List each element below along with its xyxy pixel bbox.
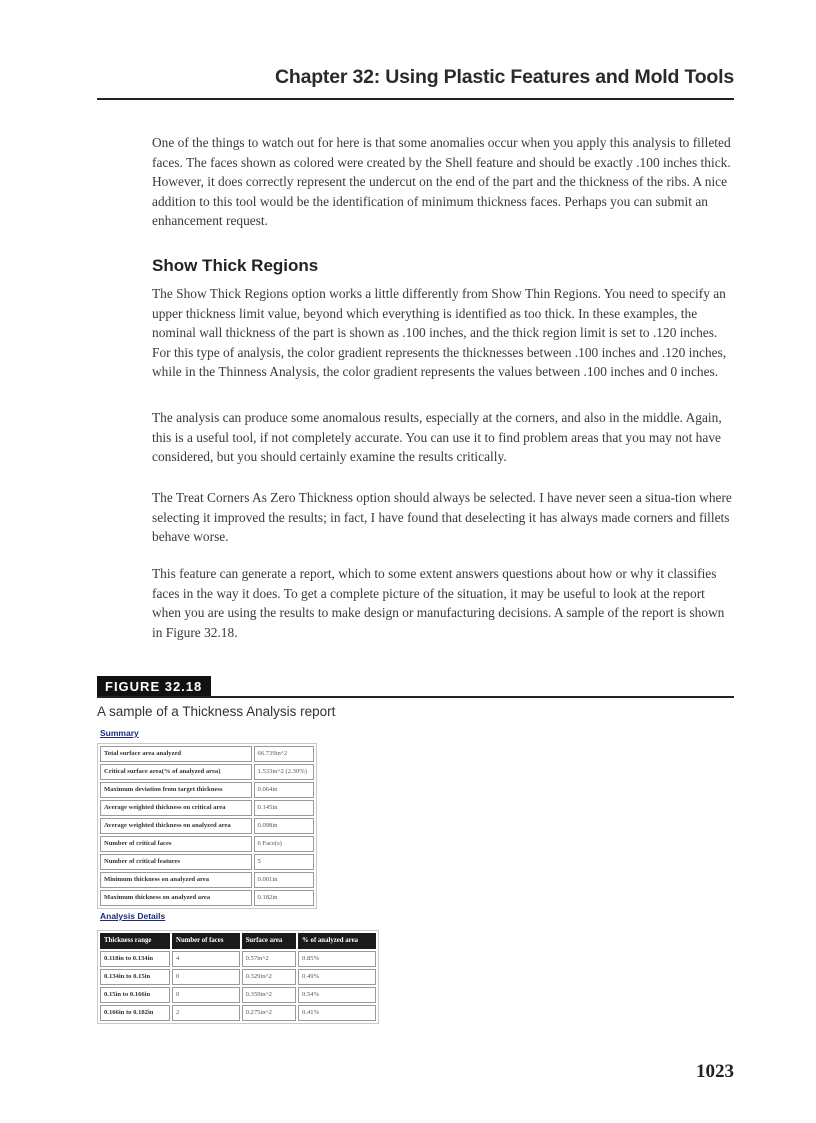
table-cell: 0 bbox=[172, 987, 240, 1003]
table-row bbox=[100, 836, 314, 852]
paragraph-report-text: This feature can generate a report, which to some extent answers questions about how or why it classifies faces in the way it does. To get a complete picture of the situation, it may be useful to look at the report when you are using the results to make design or manufacturing decisions. A sample of the report is shown in Figure 32.18. bbox=[152, 566, 725, 640]
table-row bbox=[100, 890, 314, 906]
column-header: % of analyzed area bbox=[298, 933, 376, 949]
table-cell: 0.49% bbox=[298, 969, 376, 985]
running-header: Chapter 32: Using Plastic Features and Mold Tools bbox=[274, 66, 734, 88]
summary-value: 0.182in bbox=[254, 890, 314, 906]
table-cell: 0.41% bbox=[298, 1005, 376, 1021]
column-header: Number of faces bbox=[172, 933, 240, 949]
table-cell: 0.359in^2 bbox=[242, 987, 296, 1003]
table-row bbox=[100, 951, 376, 967]
header-rule bbox=[97, 98, 734, 100]
summary-heading: Summary bbox=[100, 728, 139, 738]
table-row bbox=[100, 746, 314, 762]
table-cell: 4 bbox=[172, 951, 240, 967]
table-row bbox=[100, 987, 376, 1003]
paragraph-intro-text: One of the things to watch out for here is that some anomalies occur when you apply this analysis to filleted faces. The faces shown as colored were created by the Shell feature and should be exactly .100 inches thick. However, it does correctly represent the undercut on the end of the part and the thickness of the ribs. A nice addition to this tool would be the identification of minimum thickness faces. Perhaps you can submit an enhancement request. bbox=[152, 135, 731, 229]
page-number: 1023 bbox=[696, 1061, 734, 1082]
summary-label: Maximum deviation from target thickness bbox=[100, 782, 252, 798]
figure-caption: A sample of a Thickness Analysis report bbox=[97, 704, 336, 719]
paragraph-thick-regions bbox=[152, 284, 737, 382]
summary-label: Maximum thickness on analyzed area bbox=[100, 890, 252, 906]
figure-rule bbox=[97, 696, 734, 698]
column-header: Surface area bbox=[242, 933, 296, 949]
table-cell: 0 bbox=[172, 969, 240, 985]
details-heading: Analysis Details bbox=[100, 911, 166, 921]
table-row bbox=[100, 782, 314, 798]
table-row bbox=[100, 764, 314, 780]
table-cell: 0.329in^2 bbox=[242, 969, 296, 985]
table-cell: 0.85% bbox=[298, 951, 376, 967]
column-header: Thickness range bbox=[100, 933, 170, 949]
table-cell: 0.118in to 0.134in bbox=[100, 951, 170, 967]
details-table bbox=[97, 930, 379, 1024]
summary-label: Number of critical features bbox=[100, 854, 252, 870]
paragraph-corners bbox=[152, 488, 737, 547]
figure-label: FIGURE 32.18 bbox=[97, 676, 211, 697]
table-cell: 2 bbox=[172, 1005, 240, 1021]
summary-label: Average weighted thickness on critical area bbox=[100, 800, 252, 816]
table-row bbox=[100, 1005, 376, 1021]
paragraph-corners-text: The Treat Corners As Zero Thickness option should always be selected. I have never seen a situa-tion where selecting it improved the results; in fact, I have found that deselecting it has always made corners and fillets behave worse. bbox=[152, 490, 732, 545]
summary-value: 1.533in^2 (2.30%) bbox=[254, 764, 314, 780]
summary-value: 0.098in bbox=[254, 818, 314, 834]
table-cell: 0.54% bbox=[298, 987, 376, 1003]
table-row bbox=[100, 854, 314, 870]
summary-value: 0.064in bbox=[254, 782, 314, 798]
summary-value: 5 bbox=[254, 854, 314, 870]
section-heading: Show Thick Regions bbox=[152, 256, 319, 275]
table-cell: 0.134in to 0.15in bbox=[100, 969, 170, 985]
paragraph-anomalous bbox=[152, 408, 737, 467]
table-row bbox=[100, 818, 314, 834]
table-cell: 0.15in to 0.166in bbox=[100, 987, 170, 1003]
paragraph-intro bbox=[152, 133, 737, 231]
paragraph-thick-regions-text: The Show Thick Regions option works a little differently from Show Thin Regions. You need to specify an upper thickness limit value, beyond which everything is identified as too thick. In these examples, the nominal wall thickness of the part is shown as .100 inches, and the thick region limit is set to .120 inches. For this type of analysis, the color gradient represents the thicknesses between .100 inches and .120 inches, while in the Thinness Analysis, the color gradient represents the values between .100 inches and 0 inches. bbox=[152, 286, 727, 380]
summary-value: 6 Face(s) bbox=[254, 836, 314, 852]
table-header-row bbox=[100, 933, 376, 949]
table-cell: 0.166in to 0.182in bbox=[100, 1005, 170, 1021]
table-row bbox=[100, 872, 314, 888]
table-cell: 0.57in^2 bbox=[242, 951, 296, 967]
summary-label: Minimum thickness on analyzed area bbox=[100, 872, 252, 888]
table-cell: 0.275in^2 bbox=[242, 1005, 296, 1021]
table-row bbox=[100, 800, 314, 816]
summary-label: Average weighted thickness on analyzed area bbox=[100, 818, 252, 834]
summary-table bbox=[97, 743, 317, 909]
summary-label: Total surface area analyzed bbox=[100, 746, 252, 762]
table-row bbox=[100, 969, 376, 985]
summary-value: 0.001in bbox=[254, 872, 314, 888]
summary-value: 66.739in^2 bbox=[254, 746, 314, 762]
paragraph-report bbox=[152, 564, 737, 642]
summary-value: 0.145in bbox=[254, 800, 314, 816]
paragraph-anomalous-text: The analysis can produce some anomalous results, especially at the corners, and also in the middle. Again, this is a useful tool, if not completely accurate. You can use it to find problem areas that you may not have considered, but you should certainly examine the results critically. bbox=[152, 410, 722, 465]
summary-label: Number of critical faces bbox=[100, 836, 252, 852]
summary-label: Critical surface area(% of analyzed area) bbox=[100, 764, 252, 780]
